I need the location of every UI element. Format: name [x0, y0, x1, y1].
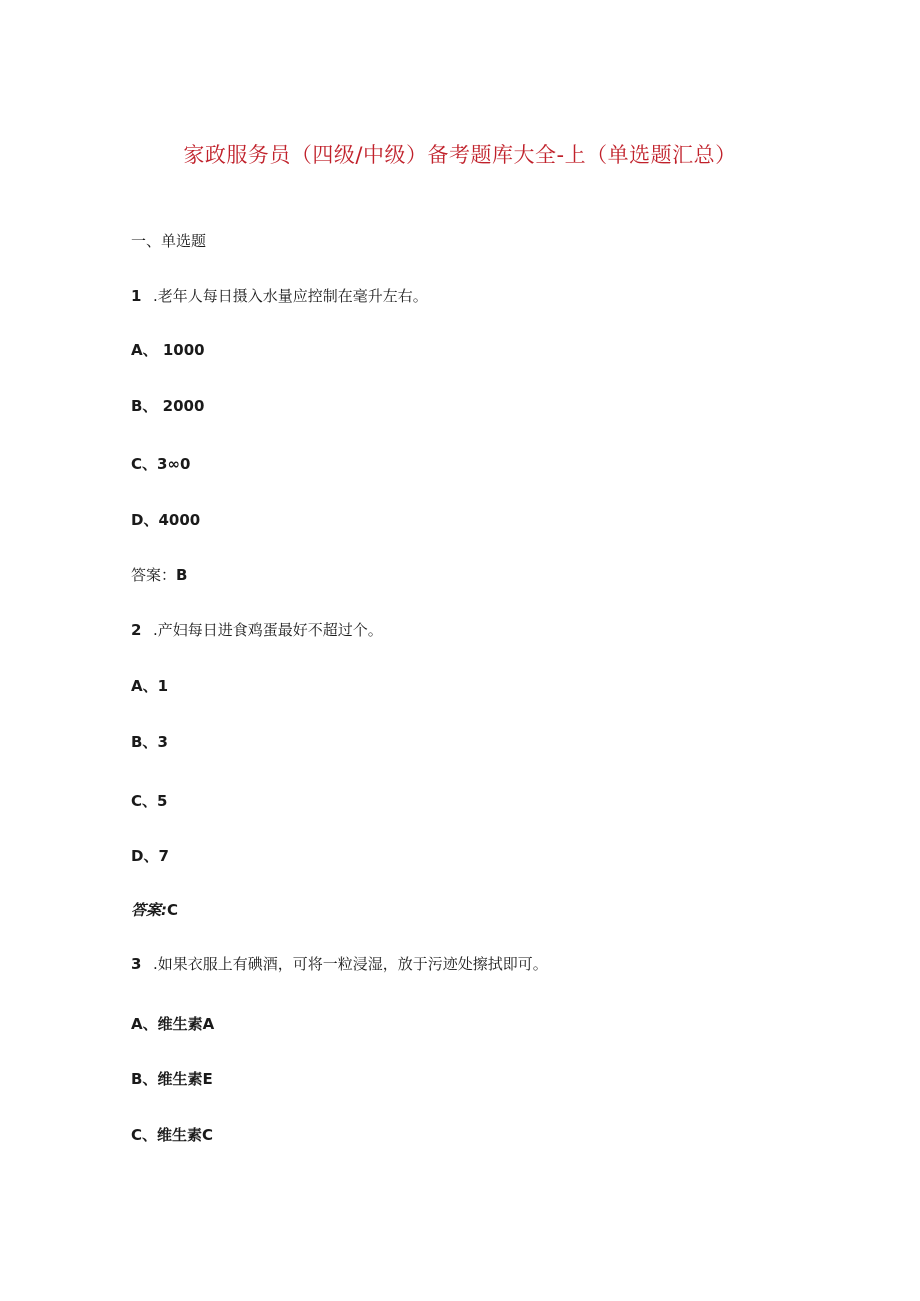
question-3-option-a	[131, 1014, 214, 1034]
question-2-answer	[131, 900, 178, 920]
option-value: 7	[158, 847, 169, 865]
question-1-option-d	[131, 510, 200, 530]
answer-value: B	[176, 566, 188, 584]
question-text: .产妇每日进食鸡蛋最好不超过个。	[153, 621, 383, 639]
question-number: 3	[131, 955, 142, 973]
question-number: 1	[131, 287, 142, 305]
question-2-option-d	[131, 846, 169, 866]
option-value: 维生素E	[157, 1070, 213, 1088]
question-1-answer	[131, 565, 187, 585]
option-value: 4000	[158, 511, 201, 529]
question-1-option-b	[131, 396, 204, 416]
option-value: 2000	[157, 397, 205, 415]
answer-label: 答案：	[131, 566, 177, 584]
question-1-option-c	[131, 454, 190, 474]
option-label: B、	[131, 1070, 158, 1088]
question-3	[131, 954, 548, 974]
option-label: D、	[131, 847, 159, 865]
question-3-option-b	[131, 1069, 213, 1089]
option-label: C、	[131, 455, 158, 473]
option-value: 3∞0	[157, 455, 191, 473]
option-label: C、	[131, 792, 158, 810]
section-heading: 一、单选题	[131, 232, 207, 250]
option-label: C、	[131, 1126, 158, 1144]
option-label: B、	[131, 397, 158, 415]
option-value: 1	[157, 677, 169, 695]
question-text: .老年人每日摄入水量应控制在毫升左右。	[153, 287, 428, 305]
question-2	[131, 620, 383, 640]
question-2-option-a	[131, 676, 168, 696]
option-value: 5	[157, 792, 168, 810]
document-title: 家政服务员（四级/中级）备考题库大全-上（单选题汇总）	[183, 143, 737, 167]
question-2-option-b	[131, 732, 168, 752]
question-text: .如果衣服上有碘酒，可将一粒浸湿，放于污迹处擦拭即可。	[153, 955, 548, 973]
option-value: 维生素C	[157, 1126, 214, 1144]
option-label: A、	[131, 341, 158, 359]
question-2-option-c	[131, 791, 167, 811]
option-label: D、	[131, 511, 159, 529]
option-label: B、	[131, 733, 158, 751]
answer-label: 答案:	[131, 901, 167, 919]
answer-value: C	[167, 901, 179, 919]
option-label: A、	[131, 677, 158, 695]
question-1	[131, 286, 428, 306]
question-number: 2	[131, 621, 142, 639]
option-value: 1000	[157, 341, 205, 359]
question-1-option-a	[131, 340, 205, 360]
option-value: 3	[157, 733, 168, 751]
option-value: 维生素A	[157, 1015, 215, 1033]
option-label: A、	[131, 1015, 158, 1033]
question-3-option-c	[131, 1125, 213, 1145]
